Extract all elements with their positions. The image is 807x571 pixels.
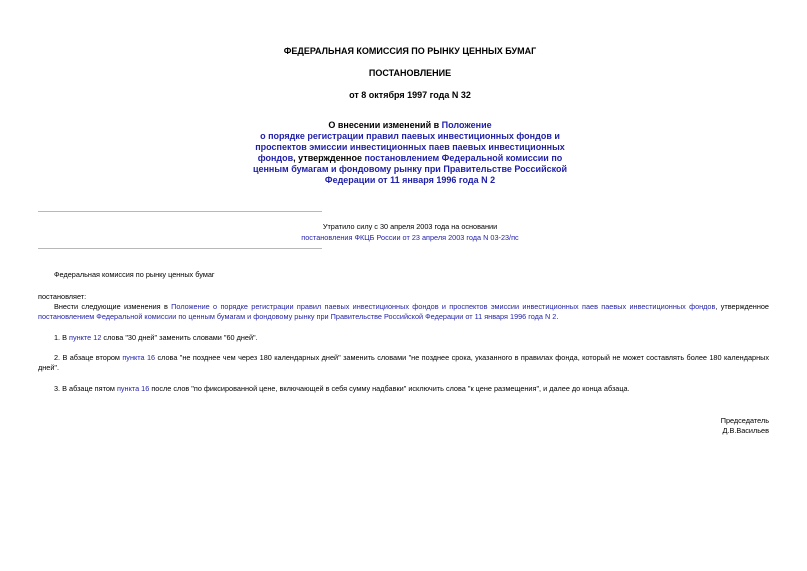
para1-link-decree[interactable]: постановлением Федеральной комиссии по ценным бумагам и фондовому рынку при Правительстве Российской Федерации от 11 января 1996 года N 2 bbox=[38, 312, 557, 321]
status-note-link[interactable]: постановления ФКЦБ России от 23 апреля 2003 года N 03-23/пс bbox=[301, 233, 519, 242]
signature-position: Председатель bbox=[720, 416, 769, 425]
para1-text-c: . bbox=[556, 312, 559, 321]
para1-link-regulation[interactable]: Положение о порядке регистрации правил паевых инвестиционных фондов и проспектов эмиссии инвестиционных паев паевых инвестиционных фондов bbox=[171, 302, 716, 311]
item2-text-b: слова "не позднее чем через 180 календарных дней" заменить словами "не позднее срока, указанного в правилах фонда, который не может составлять более 180 календарных дней". bbox=[38, 353, 770, 372]
status-note-line1: Утратило силу с 30 апреля 2003 года на основании bbox=[322, 222, 498, 231]
item-2 bbox=[38, 353, 769, 373]
item-3 bbox=[38, 384, 769, 394]
title-link-word[interactable]: Положение bbox=[441, 120, 492, 130]
intro-text: Федеральная комиссия по рынку ценных бумаг bbox=[54, 270, 215, 279]
paragraph-1 bbox=[38, 302, 769, 322]
decree-word: постановляет: bbox=[38, 292, 87, 301]
item1-text-b: слова "30 дней" заменить словами "60 дней". bbox=[101, 333, 258, 342]
title-link-decree[interactable]: постановлением Федеральной комиссии по ценным бумагам и фондовому рынку при Правительстве Российской Федерации от 11 января 1996 года N 2 bbox=[252, 153, 568, 185]
item1-text-a: 1. В bbox=[54, 333, 70, 342]
item2-link[interactable]: пункта 16 bbox=[122, 353, 156, 362]
item3-link[interactable]: пункта 16 bbox=[116, 384, 150, 393]
title-suffix: , утвержденное bbox=[293, 153, 365, 163]
doc-type-heading: ПОСТАНОВЛЕНИЕ bbox=[368, 68, 452, 78]
divider-top bbox=[38, 211, 322, 212]
signature-name: Д.В.Васильев bbox=[722, 426, 769, 435]
item1-link[interactable]: пункте 12 bbox=[69, 333, 102, 342]
item3-text-b: после слов "по фиксированной цене, включающей в себя сумму надбавки" исключить слова "к цене размещения", и далее до конца абзаца. bbox=[149, 384, 630, 393]
title-link-rest[interactable]: о порядке регистрации правил паевых инвестиционных фондов и проспектов эмиссии инвестиционных паев паевых инвестиционных фондов bbox=[255, 131, 565, 163]
date-number-heading: от 8 октября 1997 года N 32 bbox=[349, 90, 471, 100]
title-prefix: О внесении изменений в bbox=[328, 120, 442, 130]
para1-text-b: , утвержденное bbox=[715, 302, 769, 311]
item3-text-a: 3. В абзаце пятом bbox=[54, 384, 117, 393]
para1-text-a: Внести следующие изменения в bbox=[54, 302, 172, 311]
document-title bbox=[250, 120, 570, 186]
divider-bottom bbox=[38, 248, 322, 249]
item2-text-a: 2. В абзаце втором bbox=[54, 353, 123, 362]
item-1 bbox=[38, 333, 769, 343]
agency-heading: ФЕДЕРАЛЬНАЯ КОМИССИЯ ПО РЫНКУ ЦЕННЫХ БУМАГ bbox=[283, 46, 537, 56]
